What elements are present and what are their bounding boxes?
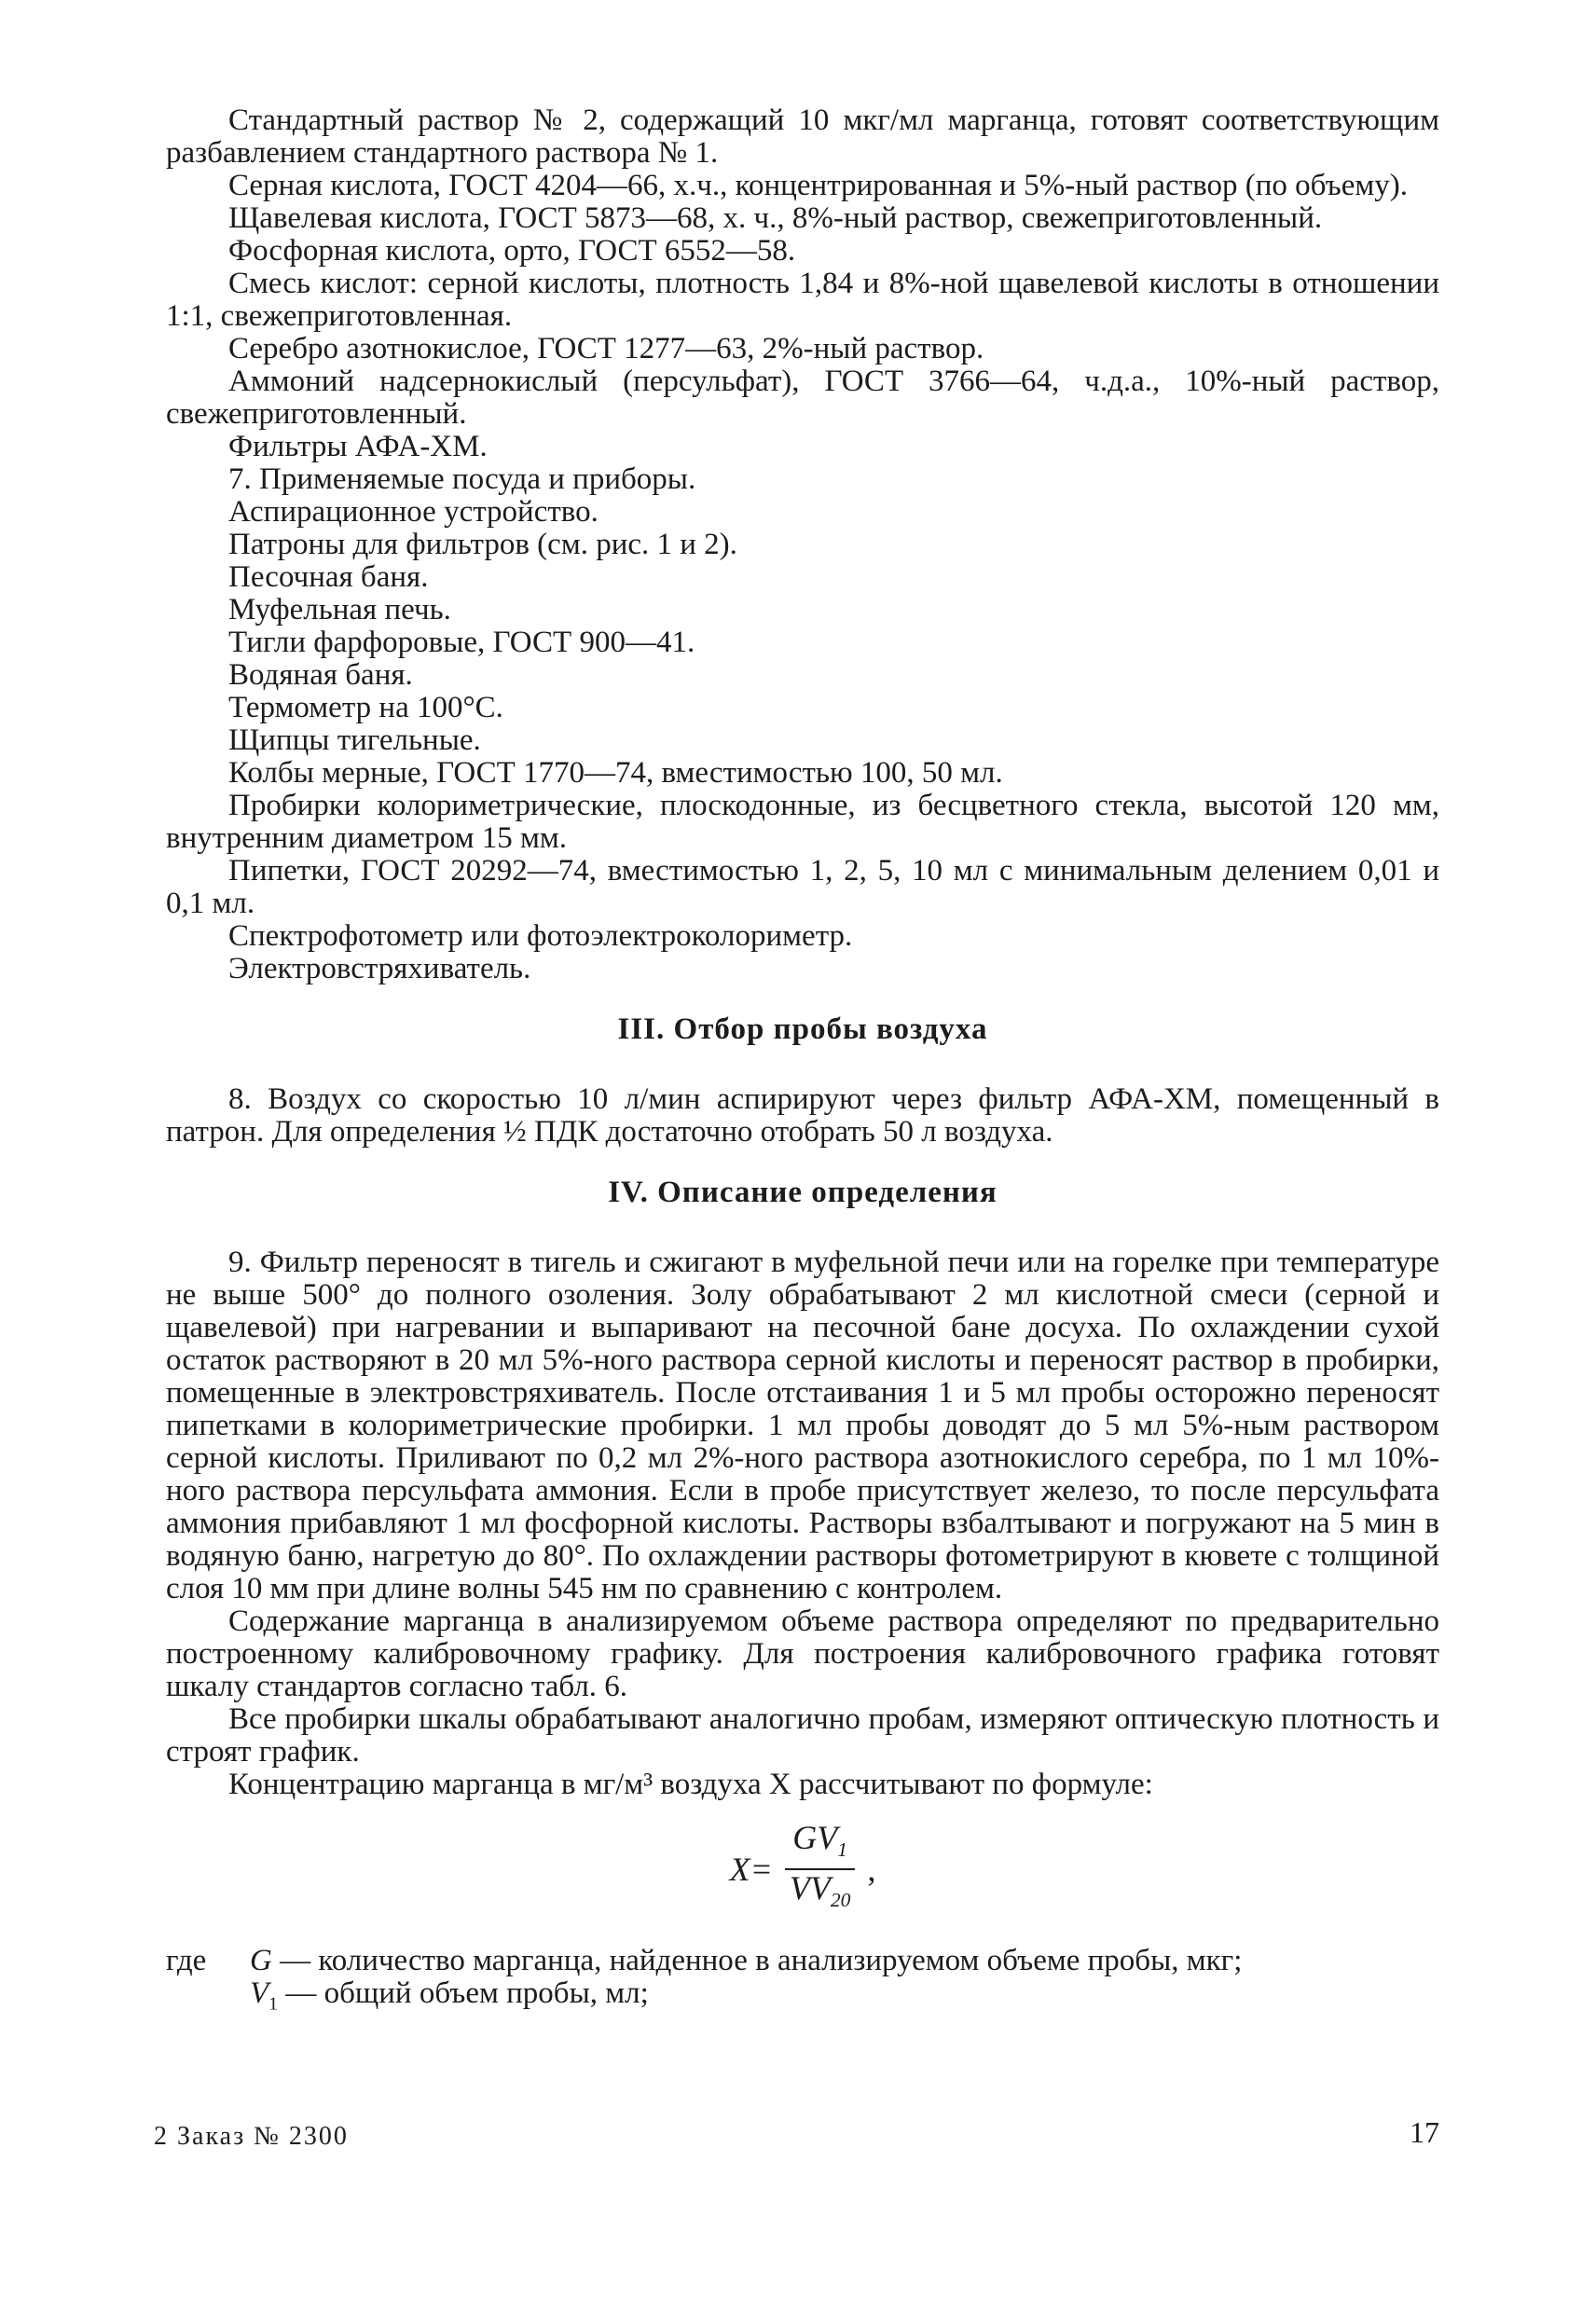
list-item-sand-bath: Песочная баня. bbox=[228, 560, 429, 594]
paragraph-procedure: 9. Фильтр переносят в тигель и сжигают в муфельной печи или на горелке при температуре не выше 500° до полного озоления. Золу обрабатывают 2 мл кислотной смеси (серной и щавелевой) при нагревании и выпаривают на песочной бане досуха. По охлаждении сухой остаток растворяют в 20 мл 5%-ного раствора серной кислоты и переносят раствор в пробирки, помещенные в электровстряхиватель. После отстаивания 1 и 5 мл пробы осторожно переносят пипетками в колориметрические пробирки. 1 мл пробы доводят до 5 мл 5%-ным раствором серной кислоты. Приливают по 0,2 мл 2%-ного раствора азотнокислого серебра, по 1 мл 10%-ного раствора персульфата аммония. Если в пробе присутствует железо, то после персульфата аммония прибавляют 1 мл фосфорной кислоты. Растворы взбалтывают и погружают на 5 мин в водяную баню, нагретую до 80°. По охлаждении растворы фотометрируют в кювете с толщиной слоя 10 мм при длине волны 545 нм по сравнению с контролем. bbox=[166, 1246, 1439, 1605]
page-content bbox=[166, 104, 1439, 2021]
paragraph-filters: Фильтры АФА-ХМ. bbox=[228, 430, 488, 463]
list-item-spectrophotometer: Спектрофотометр или фотоэлектроколориметр. bbox=[228, 919, 853, 953]
list-item-tongs: Щипцы тигельные. bbox=[228, 723, 481, 757]
list-item-thermometer: Термометр на 100°С. bbox=[228, 691, 503, 724]
list-item-cartridges: Патроны для фильтров (см. рис. 1 и 2). bbox=[228, 528, 737, 561]
where-definition-g bbox=[166, 1945, 1439, 1977]
paragraph-phosphoric-acid: Фосфорная кислота, орто, ГОСТ 6552—58. bbox=[228, 234, 796, 268]
list-item-water-bath: Водяная баня. bbox=[228, 658, 413, 692]
paragraph-concentration-intro: Концентрацию марганца в мг/м³ воздуха X рассчитывают по формуле: bbox=[228, 1768, 1153, 1801]
definition-g bbox=[250, 1945, 1439, 1977]
section-heading-procedure: IV. Описание определения bbox=[608, 1176, 998, 1209]
definition-g-text: — количество марганца, найденное в анализируемом объеме пробы, мкг; bbox=[271, 1944, 1243, 1978]
concentration-formula bbox=[166, 1819, 1439, 1917]
paragraph-calibration: Содержание марганца в анализируемом объеме раствора определяют по предварительно построенному калибровочному графику. Для построения калибровочного графика готовят шкалу стандартов согласно табл. 6. bbox=[166, 1604, 1439, 1703]
paragraph-equipment-heading: 7. Применяемые посуда и приборы. bbox=[228, 462, 696, 496]
list-item-crucibles: Тигли фарфоровые, ГОСТ 900—41. bbox=[228, 626, 695, 659]
formula-numerator bbox=[785, 1819, 855, 1870]
section-heading-air-sampling: III. Отбор пробы воздуха bbox=[617, 1012, 988, 1046]
list-item-pipettes: Пипетки, ГОСТ 20292—74, вместимостью 1, 2, 5, 10 мл с минимальным делением 0,01 и 0,1 мл. bbox=[166, 854, 1439, 920]
symbol-v-sub: 1 bbox=[268, 1993, 279, 2015]
formula-numerator-main: GV bbox=[792, 1819, 838, 1856]
formula-numerator-sub: 1 bbox=[837, 1838, 848, 1862]
formula-fraction bbox=[782, 1819, 859, 1917]
paragraph-scale-processing: Все пробирки шкалы обрабатывают аналогично пробам, измеряют оптическую плотность и строят график. bbox=[166, 1702, 1439, 1769]
list-item-test-tubes: Пробирки колориметрические, плоскодонные, из бесцветного стекла, высотой 120 мм, внутренним диаметром 15 мм. bbox=[166, 789, 1439, 855]
symbol-g: G bbox=[250, 1944, 272, 1978]
paragraph-acid-mixture: Смесь кислот: серной кислоты, плотность 1,84 и 8%-ной щавелевой кислоты в отношении 1:1, свежеприготовленная. bbox=[166, 267, 1439, 333]
paragraph-ammonium-persulfate: Аммоний надсернокислый (персульфат), ГОСТ 3766—64, ч.д.а., 10%-ный раствор, свежеприготовленный. bbox=[166, 365, 1439, 431]
list-item-flasks: Колбы мерные, ГОСТ 1770—74, вместимостью 100, 50 мл. bbox=[228, 756, 1003, 790]
paragraph-air-sampling: 8. Воздух со скоростью 10 л/мин аспирируют через фильтр АФА-ХМ, помещенный в патрон. Для определения ½ ПДК достаточно отобрать 50 л воздуха. bbox=[166, 1082, 1439, 1149]
list-item-aspirator: Аспирационное устройство. bbox=[228, 495, 598, 529]
formula-tail: , bbox=[867, 1850, 876, 1888]
paragraph-silver-nitrate: Серебро азотнокислое, ГОСТ 1277—63, 2%-ный раствор. bbox=[228, 332, 984, 365]
paragraph-standard-solution-2: Стандартный раствор № 2, содержащий 10 мкг/мл марганца, готовят соответствующим разбавлением стандартного раствора № 1. bbox=[166, 103, 1439, 170]
where-definition-v1 bbox=[166, 1977, 1439, 2021]
definition-v1-text: — общий объем пробы, мл; bbox=[278, 1976, 649, 2011]
paragraph-oxalic-acid: Щавелевая кислота, ГОСТ 5873—68, х. ч., 8%-ный раствор, свежеприготовленный. bbox=[228, 201, 1323, 235]
list-item-shaker: Электровстряхиватель. bbox=[228, 952, 531, 985]
formula-denominator-sub: 20 bbox=[830, 1889, 851, 1912]
formula-lhs: X= bbox=[729, 1850, 773, 1888]
paragraph-sulfuric-acid: Серная кислота, ГОСТ 4204—66, х.ч., концентрированная и 5%-ный раствор (по объему). bbox=[228, 169, 1408, 202]
footer-order-number: 2 Заказ № 2300 bbox=[154, 2122, 349, 2151]
formula-denominator bbox=[782, 1870, 859, 1917]
page-number: 17 bbox=[1410, 2115, 1439, 2149]
where-label: где bbox=[166, 1944, 207, 1978]
symbol-v: V bbox=[250, 1976, 269, 2011]
list-item-muffle-furnace: Муфельная печь. bbox=[228, 593, 451, 626]
formula-denominator-main: VV bbox=[789, 1869, 831, 1907]
